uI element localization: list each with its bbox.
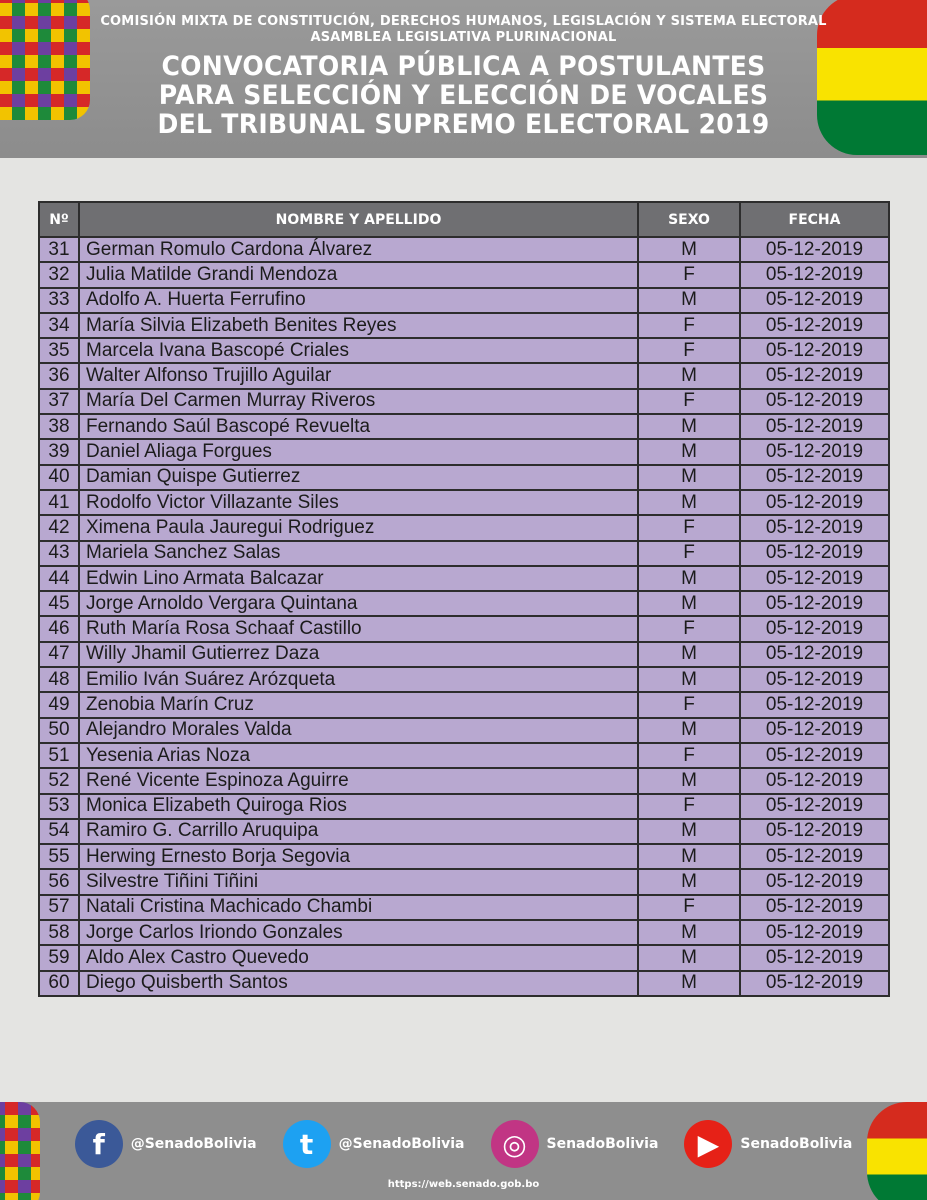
title-line-2: PARA SELECCIÓN Y ELECCIÓN DE VOCALES xyxy=(158,80,769,111)
submission-date: 05-12-2019 xyxy=(740,667,889,692)
candidate-name: Ramiro G. Carrillo Aruquipa xyxy=(79,819,638,844)
candidate-name: Edwin Lino Armata Balcazar xyxy=(79,566,638,591)
row-number: 38 xyxy=(39,414,79,439)
row-number: 34 xyxy=(39,313,79,338)
candidate-sex: F xyxy=(638,794,740,819)
candidate-name: Jorge Carlos Iriondo Gonzales xyxy=(79,920,638,945)
candidate-sex: M xyxy=(638,642,740,667)
header-text xyxy=(0,14,927,139)
submission-date: 05-12-2019 xyxy=(740,971,889,996)
title-line-3: DEL TRIBUNAL SUPREMO ELECTORAL 2019 xyxy=(157,109,770,140)
table-row xyxy=(39,414,889,439)
table-body xyxy=(39,237,889,996)
submission-date: 05-12-2019 xyxy=(740,920,889,945)
table-row xyxy=(39,667,889,692)
table-row xyxy=(39,642,889,667)
social-links xyxy=(0,1120,927,1168)
submission-date: 05-12-2019 xyxy=(740,895,889,920)
table-row xyxy=(39,313,889,338)
row-number: 50 xyxy=(39,718,79,743)
social-label: @SenadoBolivia xyxy=(338,1136,465,1152)
candidate-sex: M xyxy=(638,945,740,970)
candidate-sex: F xyxy=(638,515,740,540)
submission-date: 05-12-2019 xyxy=(740,515,889,540)
row-number: 31 xyxy=(39,237,79,262)
candidate-name: Herwing Ernesto Borja Segovia xyxy=(79,844,638,869)
facebook-icon: f xyxy=(75,1120,123,1168)
table-row xyxy=(39,768,889,793)
submission-date: 05-12-2019 xyxy=(740,313,889,338)
youtube-icon: ▶ xyxy=(684,1120,732,1168)
candidate-sex: M xyxy=(638,819,740,844)
submission-date: 05-12-2019 xyxy=(740,439,889,464)
header-sex: SEXO xyxy=(638,202,740,237)
candidate-sex: M xyxy=(638,844,740,869)
header-date: FECHA xyxy=(740,202,889,237)
table-row xyxy=(39,844,889,869)
table-row xyxy=(39,895,889,920)
row-number: 32 xyxy=(39,262,79,287)
table-row xyxy=(39,515,889,540)
candidate-name: Diego Quisberth Santos xyxy=(79,971,638,996)
social-label: SenadoBolivia xyxy=(546,1136,659,1152)
candidate-name: Damian Quispe Gutierrez xyxy=(79,465,638,490)
candidate-name: Rodolfo Victor Villazante Siles xyxy=(79,490,638,515)
submission-date: 05-12-2019 xyxy=(740,262,889,287)
candidate-sex: M xyxy=(638,465,740,490)
table-row xyxy=(39,389,889,414)
table-row xyxy=(39,616,889,641)
candidate-name: Natali Cristina Machicado Chambi xyxy=(79,895,638,920)
row-number: 53 xyxy=(39,794,79,819)
submission-date: 05-12-2019 xyxy=(740,363,889,388)
row-number: 59 xyxy=(39,945,79,970)
header-banner xyxy=(0,0,927,158)
row-number: 42 xyxy=(39,515,79,540)
submission-date: 05-12-2019 xyxy=(740,794,889,819)
org-line-2: ASAMBLEA LEGISLATIVA PLURINACIONAL xyxy=(310,30,617,45)
table-row xyxy=(39,920,889,945)
candidate-name: Aldo Alex Castro Quevedo xyxy=(79,945,638,970)
candidate-name: María Silvia Elizabeth Benites Reyes xyxy=(79,313,638,338)
table-row xyxy=(39,718,889,743)
submission-date: 05-12-2019 xyxy=(740,566,889,591)
submission-date: 05-12-2019 xyxy=(740,591,889,616)
submission-date: 05-12-2019 xyxy=(740,743,889,768)
table-row xyxy=(39,541,889,566)
table-row xyxy=(39,945,889,970)
candidate-sex: M xyxy=(638,490,740,515)
row-number: 56 xyxy=(39,869,79,894)
candidate-sex: M xyxy=(638,414,740,439)
submission-date: 05-12-2019 xyxy=(740,945,889,970)
candidate-sex: F xyxy=(638,313,740,338)
submission-date: 05-12-2019 xyxy=(740,541,889,566)
submission-date: 05-12-2019 xyxy=(740,768,889,793)
candidate-name: Ximena Paula Jauregui Rodriguez xyxy=(79,515,638,540)
candidate-sex: F xyxy=(638,389,740,414)
candidate-sex: M xyxy=(638,566,740,591)
table-row xyxy=(39,465,889,490)
candidate-sex: F xyxy=(638,262,740,287)
candidate-name: Emilio Iván Suárez Arózqueta xyxy=(79,667,638,692)
candidate-name: Jorge Arnoldo Vergara Quintana xyxy=(79,591,638,616)
candidate-name: René Vicente Espinoza Aguirre xyxy=(79,768,638,793)
submission-date: 05-12-2019 xyxy=(740,869,889,894)
row-number: 35 xyxy=(39,338,79,363)
row-number: 33 xyxy=(39,288,79,313)
candidate-sex: M xyxy=(638,920,740,945)
candidate-name: Zenobia Marín Cruz xyxy=(79,692,638,717)
candidate-name: Walter Alfonso Trujillo Aguilar xyxy=(79,363,638,388)
submission-date: 05-12-2019 xyxy=(740,338,889,363)
row-number: 60 xyxy=(39,971,79,996)
row-number: 41 xyxy=(39,490,79,515)
row-number: 45 xyxy=(39,591,79,616)
submission-date: 05-12-2019 xyxy=(740,718,889,743)
submission-date: 05-12-2019 xyxy=(740,490,889,515)
candidate-name: German Romulo Cardona Álvarez xyxy=(79,237,638,262)
row-number: 47 xyxy=(39,642,79,667)
footer-banner xyxy=(0,1102,927,1200)
candidate-sex: F xyxy=(638,692,740,717)
candidate-sex: F xyxy=(638,338,740,363)
table-row xyxy=(39,262,889,287)
candidate-name: Fernando Saúl Bascopé Revuelta xyxy=(79,414,638,439)
submission-date: 05-12-2019 xyxy=(740,616,889,641)
social-link-twitter[interactable] xyxy=(283,1120,465,1168)
row-number: 39 xyxy=(39,439,79,464)
candidate-name: Julia Matilde Grandi Mendoza xyxy=(79,262,638,287)
candidate-sex: M xyxy=(638,768,740,793)
table-row xyxy=(39,692,889,717)
candidate-name: Alejandro Morales Valda xyxy=(79,718,638,743)
candidate-sex: M xyxy=(638,971,740,996)
table-row xyxy=(39,794,889,819)
candidate-name: Yesenia Arias Noza xyxy=(79,743,638,768)
row-number: 51 xyxy=(39,743,79,768)
org-line-1: COMISIÓN MIXTA DE CONSTITUCIÓN, DERECHOS HUMANOS, LEGISLACIÓN Y SISTEMA ELECTORAL xyxy=(100,14,827,29)
submission-date: 05-12-2019 xyxy=(740,819,889,844)
submission-date: 05-12-2019 xyxy=(740,414,889,439)
header-num: Nº xyxy=(39,202,79,237)
row-number: 37 xyxy=(39,389,79,414)
submission-date: 05-12-2019 xyxy=(740,465,889,490)
title-line-1: CONVOCATORIA PÚBLICA A POSTULANTES xyxy=(161,51,766,82)
candidate-sex: M xyxy=(638,591,740,616)
row-number: 52 xyxy=(39,768,79,793)
row-number: 43 xyxy=(39,541,79,566)
candidate-sex: F xyxy=(638,743,740,768)
submission-date: 05-12-2019 xyxy=(740,844,889,869)
submission-date: 05-12-2019 xyxy=(740,288,889,313)
table-row xyxy=(39,363,889,388)
table-row xyxy=(39,288,889,313)
candidate-name: Monica Elizabeth Quiroga Rios xyxy=(79,794,638,819)
candidate-sex: M xyxy=(638,237,740,262)
social-link-facebook[interactable] xyxy=(75,1120,257,1168)
page-title xyxy=(32,52,894,139)
row-number: 54 xyxy=(39,819,79,844)
candidate-name: Mariela Sanchez Salas xyxy=(79,541,638,566)
social-link-instagram[interactable] xyxy=(491,1120,659,1168)
candidate-sex: F xyxy=(638,895,740,920)
table-row xyxy=(39,743,889,768)
candidate-sex: M xyxy=(638,718,740,743)
submission-date: 05-12-2019 xyxy=(740,237,889,262)
table-row xyxy=(39,566,889,591)
table-row xyxy=(39,971,889,996)
candidate-sex: M xyxy=(638,869,740,894)
candidate-sex: M xyxy=(638,288,740,313)
candidate-name: Marcela Ivana Bascopé Criales xyxy=(79,338,638,363)
candidate-sex: M xyxy=(638,363,740,388)
table-row xyxy=(39,237,889,262)
candidate-name: Willy Jhamil Gutierrez Daza xyxy=(79,642,638,667)
table-row xyxy=(39,819,889,844)
instagram-icon: ◎ xyxy=(491,1120,539,1168)
table-row xyxy=(39,490,889,515)
social-label: SenadoBolivia xyxy=(740,1136,853,1152)
table-row xyxy=(39,439,889,464)
candidates-table xyxy=(38,201,890,997)
social-link-youtube[interactable] xyxy=(684,1120,852,1168)
candidate-name: Daniel Aliaga Forgues xyxy=(79,439,638,464)
candidate-sex: M xyxy=(638,667,740,692)
row-number: 46 xyxy=(39,616,79,641)
table-row xyxy=(39,338,889,363)
row-number: 48 xyxy=(39,667,79,692)
candidate-sex: M xyxy=(638,439,740,464)
table-row xyxy=(39,869,889,894)
candidates-table-container xyxy=(38,201,888,997)
header-name: NOMBRE Y APELLIDO xyxy=(79,202,638,237)
submission-date: 05-12-2019 xyxy=(740,389,889,414)
table-header-row xyxy=(39,202,889,237)
row-number: 36 xyxy=(39,363,79,388)
candidate-name: Ruth María Rosa Schaaf Castillo xyxy=(79,616,638,641)
row-number: 49 xyxy=(39,692,79,717)
candidate-sex: F xyxy=(638,616,740,641)
social-label: @SenadoBolivia xyxy=(130,1136,257,1152)
row-number: 57 xyxy=(39,895,79,920)
candidate-name: Adolfo A. Huerta Ferrufino xyxy=(79,288,638,313)
candidate-name: Silvestre Tiñini Tiñini xyxy=(79,869,638,894)
row-number: 55 xyxy=(39,844,79,869)
candidate-sex: F xyxy=(638,541,740,566)
submission-date: 05-12-2019 xyxy=(740,692,889,717)
website-url[interactable]: https://web.senado.gob.bo xyxy=(387,1179,540,1190)
row-number: 58 xyxy=(39,920,79,945)
twitter-icon: t xyxy=(283,1120,331,1168)
candidate-name: María Del Carmen Murray Riveros xyxy=(79,389,638,414)
row-number: 44 xyxy=(39,566,79,591)
table-row xyxy=(39,591,889,616)
row-number: 40 xyxy=(39,465,79,490)
submission-date: 05-12-2019 xyxy=(740,642,889,667)
